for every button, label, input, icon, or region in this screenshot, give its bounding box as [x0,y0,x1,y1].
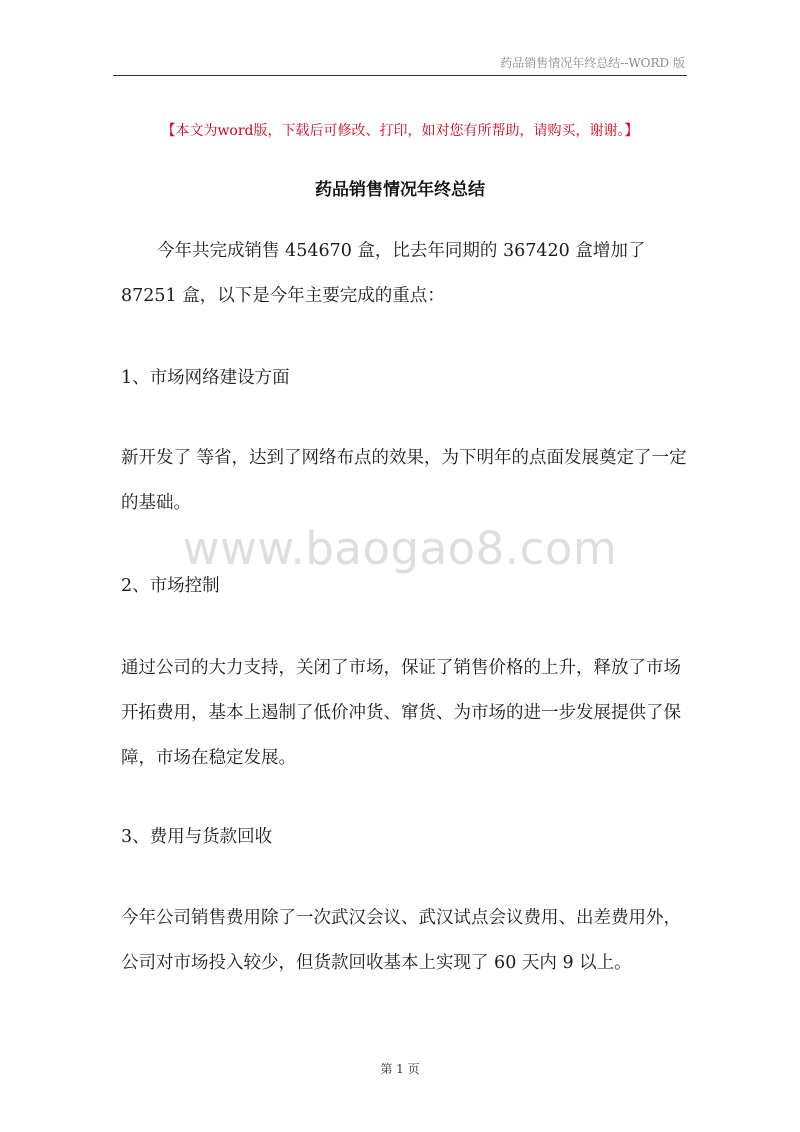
section-body-1: 新开发了 等省，达到了网络布点的效果，为下明年的点面发展奠定了一定的基础。 [121,448,687,513]
intro-paragraph: 今年共完成销售 454670 盒，比去年同期的 367420 盒增加了 87251 盒，以下是今年主要完成的重点： [121,241,646,306]
section-heading-3: 3、费用与货款回收 [121,827,273,847]
running-header: 药品销售情况年终总结--WORD 版 [500,56,685,70]
watermark-text: www.baogao8.com [182,522,618,575]
section-body-2: 通过公司的大力支持，关闭了市场，保证了销售价格的上升，释放了市场开拓费用，基本上遏制了低价冲货、窜货、为市场的进一步发展提供了保障，市场在稳定发展。 [121,658,681,768]
document-title: 药品销售情况年终总结 [315,180,485,200]
section-heading-2: 2、市场控制 [121,576,220,596]
section-heading-1: 1、市场网络建设方面 [121,368,290,388]
header-divider [113,75,687,76]
section-body-3: 今年公司销售费用除了一次武汉会议、武汉试点会议费用、出差费用外，公司对市场投入较少，但货款回收基本上实现了 60 天内 9 以上。 [121,908,681,973]
page-number: 第 1 页 [380,1062,420,1076]
purchase-notice: 【本文为word版，下载后可修改、打印，如对您有所帮助，请购买，谢谢。】 [161,123,639,139]
